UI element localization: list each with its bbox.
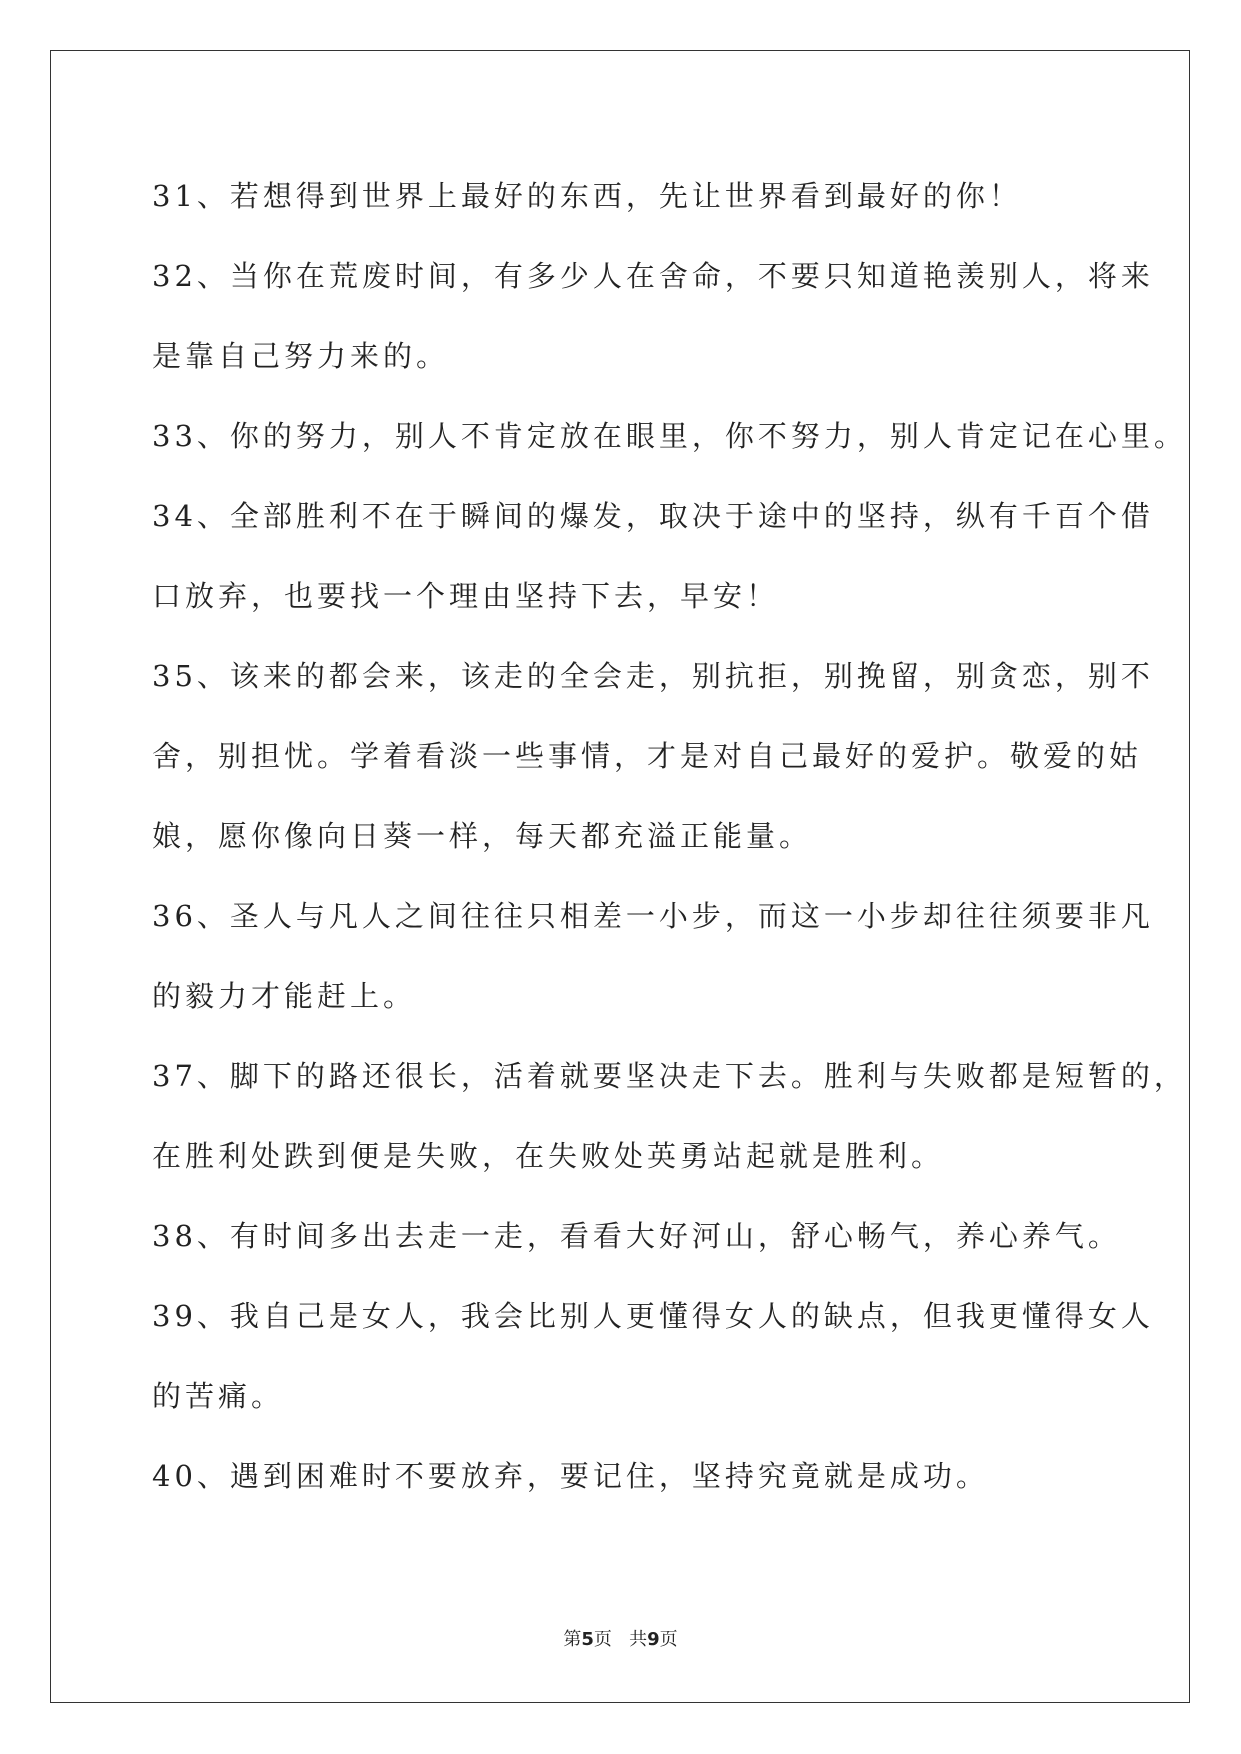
text-line-13: 在胜利处跌到便是失败，在失败处英勇站起就是胜利。 [152,1139,945,1173]
total-suffix: 页 [659,1629,678,1650]
page-footer [0,1625,1241,1651]
text-line-5: 34、全部胜利不在于瞬间的爆发，取决于途中的坚持，纵有千百个借 [152,499,1154,533]
text-line-4: 33、你的努力，别人不肯定放在眼里，你不努力，别人肯定记在心里。 [152,419,1187,453]
text-line-7: 35、该来的都会来，该走的全会走，别抗拒，别挽留，别贪恋，别不 [152,659,1154,693]
text-line-14: 38、有时间多出去走一走，看看大好河山，舒心畅气，养心养气。 [152,1219,1121,1253]
text-line-2: 32、当你在荒废时间，有多少人在舍命，不要只知道艳羡别人，将来 [152,259,1154,293]
total-prefix: 共 [629,1629,648,1650]
page-suffix: 页 [593,1629,612,1650]
text-line-17: 40、遇到困难时不要放弃，要记住，坚持究竟就是成功。 [152,1459,989,1493]
page-total: 9 [647,1629,660,1650]
text-line-6: 口放弃，也要找一个理由坚持下去，早安！ [152,579,780,613]
page-prefix: 第 [563,1629,582,1650]
text-line-15: 39、我自己是女人，我会比别人更懂得女人的缺点，但我更懂得女人 [152,1299,1154,1333]
text-line-3: 是靠自己努力来的。 [152,339,450,373]
text-line-9: 娘，愿你像向日葵一样，每天都充溢正能量。 [152,819,813,853]
text-line-10: 36、圣人与凡人之间往往只相差一小步，而这一小步却往往须要非凡 [152,899,1154,933]
text-line-16: 的苦痛。 [152,1379,285,1413]
text-line-1: 31、若想得到世界上最好的东西，先让世界看到最好的你！ [152,179,1022,213]
document-body [152,161,1187,1521]
text-line-8: 舍，别担忧。学着看淡一些事情，才是对自己最好的爱护。敬爱的姑 [152,739,1143,773]
page-current: 5 [581,1629,594,1650]
text-line-11: 的毅力才能赶上。 [152,979,417,1013]
text-line-12: 37、脚下的路还很长，活着就要坚决走下去。胜利与失败都是短暂的， [152,1059,1187,1093]
